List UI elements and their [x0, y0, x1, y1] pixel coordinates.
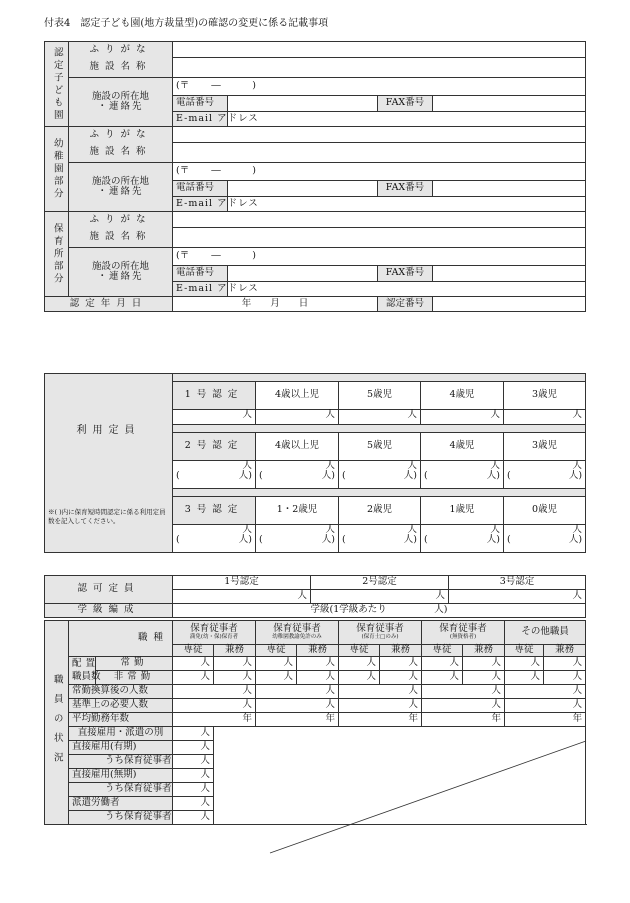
staff-section-label: 職員の状況 — [45, 621, 69, 825]
fax-input[interactable] — [433, 266, 586, 282]
email-input[interactable] — [228, 197, 586, 212]
employment-label: うち保育従事者 — [69, 755, 173, 769]
authorized-label: 認可定員 — [45, 576, 173, 604]
duty-dedicated: 専従 — [422, 645, 463, 657]
age-group-label: 2歳児 — [339, 497, 421, 525]
employment-cell[interactable]: 人 — [173, 741, 214, 755]
summary-cell[interactable]: 人 — [422, 699, 505, 713]
section-label: 認定子ども園 — [45, 42, 69, 127]
staff-count-cell[interactable]: 人 — [422, 671, 463, 685]
summary-cell[interactable]: 年 — [422, 713, 505, 727]
summary-cell[interactable]: 人 — [339, 699, 422, 713]
unused-area-diagonal — [270, 741, 586, 853]
duty-dedicated: 専従 — [256, 645, 297, 657]
summary-cell[interactable]: 人 — [505, 685, 586, 699]
paren-close: 人) — [486, 534, 500, 546]
age-group-label: 1・2歳児 — [256, 497, 339, 525]
capacity-gap — [173, 374, 586, 382]
section-furigana-row — [45, 42, 586, 58]
approval-row — [45, 297, 586, 312]
approval-label: 認定年月日 — [45, 297, 173, 312]
section-name-row — [45, 58, 586, 78]
summary-cell[interactable]: 人 — [173, 699, 256, 713]
staff-type-header — [505, 621, 586, 645]
staff-type-header — [339, 621, 422, 645]
employment-cell[interactable]: 人 — [173, 797, 214, 811]
authorized-value-3[interactable]: 人 — [449, 590, 586, 604]
staff-type-sub: 幼稚園教諭免許のみ — [272, 634, 322, 641]
fax-label: FAX番号 — [378, 96, 433, 112]
capacity-unit: 人 — [325, 524, 335, 535]
address-label — [69, 163, 173, 212]
section-postal-row — [45, 248, 586, 266]
capacity-value[interactable] — [504, 525, 586, 553]
capacity-value[interactable] — [339, 525, 421, 553]
approval-number-label: 認定番号 — [378, 297, 433, 312]
capacity-short-time[interactable] — [507, 471, 582, 481]
employment-cell[interactable]: 人 — [173, 727, 214, 741]
capacity-short-time[interactable] — [259, 471, 335, 481]
paren-close: 人) — [403, 534, 417, 546]
duty-concurrent: 兼務 — [297, 645, 339, 657]
capacity-short-time[interactable] — [176, 535, 252, 545]
count-label-2: 職員数 — [69, 671, 96, 685]
capacity-unit: 人 — [490, 524, 500, 535]
staff-type-header — [256, 621, 339, 645]
staff-count-cell[interactable]: 人 — [297, 657, 339, 671]
age-group-label: 3歳児 — [504, 382, 586, 410]
section-postal-row — [45, 163, 586, 181]
capacity-unit: 人 — [325, 409, 335, 420]
staff-count-row — [45, 671, 586, 685]
staff-count-cell[interactable]: 人 — [380, 657, 422, 671]
paren-close: 人) — [568, 470, 583, 482]
authorized-cat-3: 3号認定 — [449, 576, 586, 590]
paren-open: ( — [424, 534, 428, 546]
age-group-label: 5歳児 — [339, 382, 421, 410]
employment-type-label: 常勤 — [96, 657, 173, 671]
age-group-label: 4歳児 — [421, 382, 504, 410]
capacity-label: 利用定員 — [76, 425, 141, 437]
capacity-gap — [173, 425, 586, 433]
capacity-unit: 人 — [572, 460, 583, 471]
paren-close: 人) — [321, 534, 335, 546]
paren-close: 人) — [403, 470, 417, 482]
address-label — [69, 78, 173, 127]
summary-cell[interactable]: 年 — [173, 713, 256, 727]
staff-count-cell[interactable]: 人 — [505, 671, 544, 685]
postal-code-input[interactable]: (〒 ― ) — [173, 248, 586, 266]
furigana-input[interactable] — [173, 127, 586, 143]
capacity-unit: 人 — [325, 460, 335, 471]
summary-label: 常勤換算後の人数 — [69, 685, 173, 699]
paren-close: 人) — [238, 534, 252, 546]
summary-cell[interactable]: 人 — [173, 685, 256, 699]
staff-count-cell[interactable]: 人 — [380, 671, 422, 685]
address-label-line1: 施設の所在地 — [91, 175, 149, 187]
facility-name-label: 施設名称 — [69, 143, 173, 163]
summary-cell[interactable]: 年 — [256, 713, 339, 727]
employment-cell[interactable]: 人 — [173, 755, 214, 769]
classes-label: 学級編成 — [45, 604, 173, 618]
email-input[interactable] — [228, 112, 586, 127]
section-name-row — [45, 228, 586, 248]
classes-value[interactable]: 学級(1学級あたり 人) — [173, 604, 586, 618]
certification-label: 3号認定 — [173, 497, 256, 525]
paren-open: ( — [342, 534, 346, 546]
employment-label: 直接雇用(無期) — [69, 769, 173, 783]
age-group-label: 4歳以上児 — [256, 433, 339, 461]
certification-label: 1号認定 — [173, 382, 256, 410]
duty-dedicated: 専従 — [339, 645, 380, 657]
capacity-short-time[interactable] — [342, 471, 417, 481]
facility-name-input[interactable] — [173, 228, 586, 248]
staff-count-cell[interactable]: 人 — [214, 657, 256, 671]
paren-open: ( — [176, 470, 180, 482]
address-label — [69, 248, 173, 297]
phone-label: 電話番号 — [173, 96, 228, 112]
staff-count-cell[interactable]: 人 — [463, 671, 505, 685]
paren-close: 人) — [321, 470, 335, 482]
staff-summary-row — [45, 713, 586, 727]
fax-label: FAX番号 — [378, 181, 433, 197]
section-name-row — [45, 143, 586, 163]
paren-open: ( — [176, 534, 180, 546]
address-label-line1: 施設の所在地 — [91, 260, 149, 272]
staff-count-cell[interactable]: 人 — [339, 657, 380, 671]
staff-type-header — [422, 621, 505, 645]
staff-summary-row — [45, 685, 586, 699]
address-label-line2: ・連絡先 — [97, 186, 144, 197]
employment-cell[interactable]: 人 — [173, 769, 214, 783]
furigana-label: ふりがな — [69, 212, 173, 228]
employment-cell[interactable]: 人 — [173, 811, 214, 825]
capacity-value[interactable] — [339, 410, 421, 425]
capacity-short-time[interactable] — [176, 471, 252, 481]
furigana-label: ふりがな — [69, 42, 173, 58]
furigana-input[interactable] — [173, 212, 586, 228]
capacity-value[interactable] — [256, 525, 339, 553]
form-title: 付表4 認定子ども園(地方裁量型)の確認の変更に係る記載事項 — [44, 18, 329, 29]
employment-cell[interactable]: 人 — [173, 783, 214, 797]
staff-count-cell[interactable]: 人 — [214, 671, 256, 685]
employment-label: 直接雇用・派遣の別 — [69, 727, 173, 741]
email-label: E-mail アドレス — [173, 197, 228, 212]
duty-dedicated: 専従 — [173, 645, 214, 657]
facility-table — [44, 41, 586, 312]
fax-input[interactable] — [433, 181, 586, 197]
employment-label: 直接雇用(有期) — [69, 741, 173, 755]
summary-label: 平均勤務年数 — [69, 713, 173, 727]
section-label: 幼稚園部分 — [45, 127, 69, 212]
staff-count-cell[interactable]: 人 — [505, 657, 544, 671]
summary-cell[interactable]: 人 — [256, 699, 339, 713]
age-group-label: 4歳以上児 — [256, 382, 339, 410]
capacity-note: ※( )内に保育短時間認定に係る利用定員数を記入してください。 — [48, 508, 166, 525]
capacity-value[interactable] — [421, 525, 504, 553]
summary-cell[interactable]: 年 — [339, 713, 422, 727]
section-postal-row — [45, 78, 586, 96]
paren-open: ( — [259, 470, 263, 482]
staff-count-cell[interactable]: 人 — [173, 657, 214, 671]
fax-input[interactable] — [433, 96, 586, 112]
capacity-gap — [173, 489, 586, 497]
employment-label: うち保育従事者 — [69, 811, 173, 825]
facility-name-input[interactable] — [173, 143, 586, 163]
summary-cell[interactable]: 人 — [339, 685, 422, 699]
capacity-value[interactable] — [173, 525, 256, 553]
capacity-value[interactable] — [504, 461, 586, 489]
summary-cell[interactable]: 人 — [422, 685, 505, 699]
paren-close: 人) — [568, 534, 583, 546]
capacity-unit: 人 — [407, 409, 417, 420]
authorized-table — [44, 575, 586, 618]
capacity-unit: 人 — [572, 524, 583, 535]
capacity-value[interactable] — [256, 461, 339, 489]
capacity-value[interactable] — [421, 461, 504, 489]
duty-dedicated: 専従 — [505, 645, 544, 657]
phone-input[interactable] — [228, 266, 378, 282]
summary-cell[interactable]: 人 — [505, 699, 586, 713]
certification-label: 2号認定 — [173, 433, 256, 461]
staff-type-name: 保育従事者 — [190, 622, 238, 634]
paren-close: 人) — [238, 470, 252, 482]
section-label: 保育所部分 — [45, 212, 69, 297]
staff-type-sub: (無資格者) — [449, 634, 477, 641]
paren-close: 人) — [486, 470, 500, 482]
phone-label: 電話番号 — [173, 181, 228, 197]
paren-open: ( — [507, 534, 511, 546]
approval-date[interactable]: 年 月 日 — [173, 297, 378, 312]
staff-type-sub: 満免(幼・保)保育者 — [189, 634, 239, 641]
fax-label: FAX番号 — [378, 266, 433, 282]
capacity-value[interactable] — [339, 461, 421, 489]
capacity-short-time[interactable] — [342, 535, 417, 545]
duty-concurrent: 兼務 — [380, 645, 422, 657]
capacity-label-cell — [45, 374, 173, 553]
employment-row — [45, 727, 586, 741]
staff-type-name: 保育従事者 — [356, 622, 404, 634]
staff-count-cell[interactable]: 人 — [544, 671, 586, 685]
capacity-value[interactable] — [256, 410, 339, 425]
facility-name-label: 施設名称 — [69, 228, 173, 248]
staff-type-header — [173, 621, 256, 645]
staff-count-cell[interactable]: 人 — [544, 657, 586, 671]
employment-label: 派遣労働者 — [69, 797, 173, 811]
duty-concurrent: 兼務 — [463, 645, 505, 657]
staff-count-row — [45, 657, 586, 671]
email-input[interactable] — [228, 282, 586, 297]
phone-input[interactable] — [228, 96, 378, 112]
employment-type-label: 非常勤 — [96, 671, 173, 685]
capacity-unit: 人 — [242, 460, 252, 471]
staff-type-name: その他職員 — [521, 626, 569, 638]
capacity-short-time[interactable] — [259, 535, 335, 545]
address-label-line2: ・連絡先 — [97, 101, 144, 112]
paren-open: ( — [342, 470, 346, 482]
email-label: E-mail アドレス — [173, 282, 228, 297]
capacity-unit: 人 — [242, 409, 252, 420]
duty-concurrent: 兼務 — [214, 645, 256, 657]
postal-code-input[interactable]: (〒 ― ) — [173, 163, 586, 181]
age-group-label: 4歳児 — [421, 433, 504, 461]
capacity-unit: 人 — [572, 409, 583, 420]
capacity-unit: 人 — [490, 460, 500, 471]
staff-count-cell[interactable]: 人 — [256, 671, 297, 685]
facility-name-input[interactable] — [173, 58, 586, 78]
authorized-value-1[interactable]: 人 — [173, 590, 311, 604]
summary-cell[interactable]: 年 — [505, 713, 586, 727]
count-label-1: 配置 — [69, 657, 96, 671]
duty-concurrent: 兼務 — [544, 645, 586, 657]
section-furigana-row — [45, 127, 586, 143]
furigana-label: ふりがな — [69, 127, 173, 143]
phone-label: 電話番号 — [173, 266, 228, 282]
capacity-unit: 人 — [407, 524, 417, 535]
staff-type-name: 保育従事者 — [273, 622, 321, 634]
age-group-label: 0歳児 — [504, 497, 586, 525]
authorized-cat-2: 2号認定 — [311, 576, 449, 590]
type-label: 職種 — [69, 621, 173, 657]
address-label-line1: 施設の所在地 — [91, 90, 149, 102]
age-group-label: 3歳児 — [504, 433, 586, 461]
summary-label: 基準上の必要人数 — [69, 699, 173, 713]
staff-type-name: 保育従事者 — [439, 622, 487, 634]
authorized-cat-1: 1号認定 — [173, 576, 311, 590]
capacity-short-time[interactable] — [424, 471, 500, 481]
email-label: E-mail アドレス — [173, 112, 228, 127]
postal-code-input[interactable]: (〒 ― ) — [173, 78, 586, 96]
staff-type-sub: (保育士□のみ) — [361, 634, 399, 641]
staff-type-row — [45, 621, 586, 645]
summary-cell[interactable]: 人 — [256, 685, 339, 699]
capacity-value[interactable] — [504, 410, 586, 425]
facility-name-label: 施設名称 — [69, 58, 173, 78]
employment-label: うち保育従事者 — [69, 783, 173, 797]
paren-open: ( — [507, 470, 511, 482]
capacity-value[interactable] — [421, 410, 504, 425]
staff-count-cell[interactable]: 人 — [297, 671, 339, 685]
staff-count-cell[interactable]: 人 — [339, 671, 380, 685]
staff-count-cell[interactable]: 人 — [422, 657, 463, 671]
capacity-unit: 人 — [490, 409, 500, 420]
staff-summary-row — [45, 699, 586, 713]
capacity-value[interactable] — [173, 461, 256, 489]
capacity-top-gap — [45, 374, 586, 382]
capacity-unit: 人 — [407, 460, 417, 471]
furigana-input[interactable] — [173, 42, 586, 58]
capacity-table — [44, 373, 586, 553]
address-label-line2: ・連絡先 — [97, 271, 144, 282]
section-furigana-row — [45, 212, 586, 228]
staff-count-cell[interactable]: 人 — [256, 657, 297, 671]
authorized-value-2[interactable]: 人 — [311, 590, 449, 604]
capacity-short-time[interactable] — [507, 535, 582, 545]
staff-count-cell[interactable]: 人 — [173, 671, 214, 685]
age-group-label: 5歳児 — [339, 433, 421, 461]
age-group-label: 1歳児 — [421, 497, 504, 525]
paren-open: ( — [259, 534, 263, 546]
capacity-short-time[interactable] — [424, 535, 500, 545]
approval-number-input[interactable] — [433, 297, 586, 312]
phone-input[interactable] — [228, 181, 378, 197]
capacity-value[interactable] — [173, 410, 256, 425]
staff-count-cell[interactable]: 人 — [463, 657, 505, 671]
paren-open: ( — [424, 470, 428, 482]
capacity-unit: 人 — [242, 524, 252, 535]
